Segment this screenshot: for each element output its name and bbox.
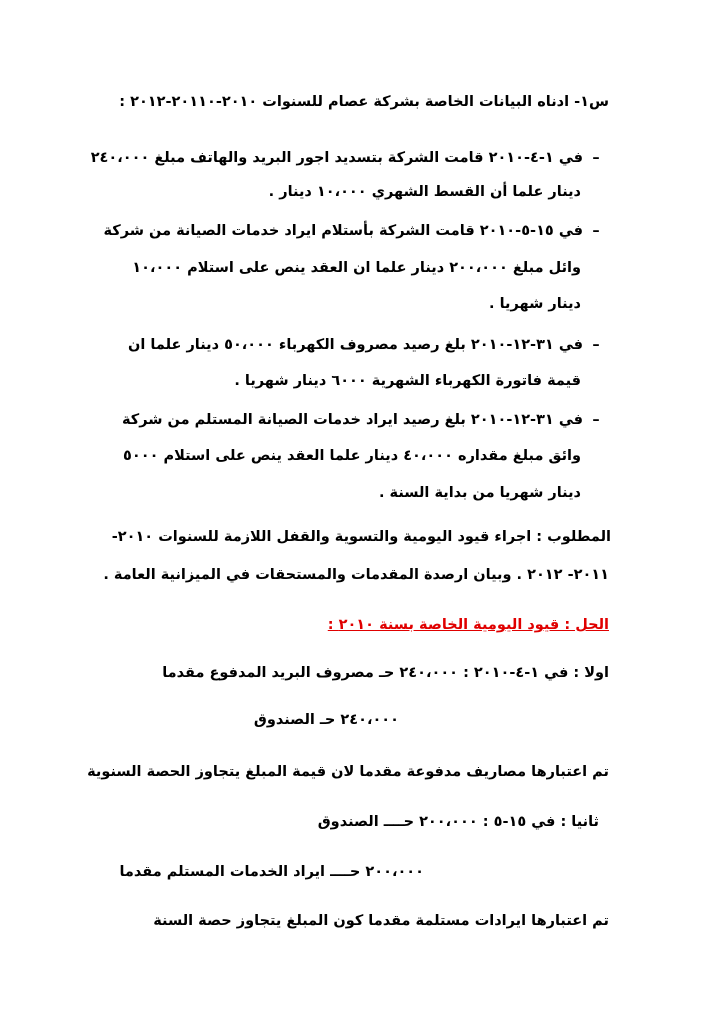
journal-note: تم اعتبارها مصاريف مدفوعة مقدما لان قيمة المبلغ يتجاوز الحصة السنوية [87, 764, 609, 780]
solution-title: الحل : قيود اليومية الخاصة بسنة ٢٠١٠ : [327, 617, 609, 633]
list-item [91, 148, 609, 168]
journal-note: تم اعتبارها ايرادات مستلمة مقدما كون المبلغ يتجاوز حصة السنة [153, 913, 609, 929]
journal-entry-debit: ثانيا : في ١٥-٥ : ٢٠٠،٠٠٠ حــــ الصندوق [317, 814, 599, 830]
item-line: وائل مبلغ ٢٠٠،٠٠٠ دينار علما ان العقد ينص على استلام ١٠،٠٠٠ [132, 260, 581, 276]
item-line: وائق مبلغ مقداره ٤٠،٠٠٠ دينار علما العقد ينص على استلام ٥٠٠٠ [123, 448, 581, 464]
required-line: ٢٠١١- ٢٠١٢ . وبيان ارصدة المقدمات والمستحقات في الميزانية العامة . [103, 567, 609, 583]
bullet-dash: – [592, 412, 600, 428]
item-line: في ١-٤-٢٠١٠ قامت الشركة بتسديد اجور البريد والهاتف مبلغ ٢٤٠،٠٠٠ [90, 150, 583, 166]
journal-entry-credit: ٢٤٠،٠٠٠ حـ الصندوق [253, 712, 399, 728]
question-header: س١- ادناه البيانات الخاصة بشركة عصام للسنوات ٢٠١٠-٢٠١١٠-٢٠١٢ : [119, 94, 609, 110]
journal-entry-debit: اولا : في ١-٤-٢٠١٠ : ٢٤٠،٠٠٠ حـ مصروف البريد المدفوع مقدما [162, 665, 609, 681]
list-item [122, 410, 609, 430]
bullet-dash: – [592, 223, 600, 239]
item-line: في ١٥-٥-٢٠١٠ قامت الشركة بأستلام ايراد خدمات الصيانة من شركة [103, 223, 583, 239]
bullet-dash: – [592, 337, 600, 353]
bullet-dash: – [592, 150, 600, 166]
item-line: دينار شهريا من بداية السنة . [378, 485, 581, 501]
list-item [103, 221, 609, 241]
item-line: دينار شهريا . [489, 296, 581, 312]
journal-entry-credit: ٢٠٠،٠٠٠ حــــ ايراد الخدمات المستلم مقدما [119, 864, 424, 880]
item-line: قيمة فاتورة الكهرباء الشهرية ٦٠٠٠ دينار شهريا . [234, 373, 581, 389]
item-line: في ٣١-١٢-٢٠١٠ بلغ رصيد ايراد خدمات الصيانة المستلم من شركة [122, 412, 583, 428]
required-line: المطلوب : اجراء قيود اليومية والتسوية والقفل اللازمة للسنوات ٢٠١٠- [111, 529, 611, 545]
item-line: في ٣١-١٢-٢٠١٠ بلغ رصيد مصروف الكهرباء ٥٠،٠٠٠ دينار علما ان [128, 337, 583, 353]
item-line: دينار علما أن القسط الشهري ١٠،٠٠٠ دينار . [268, 184, 581, 200]
list-item [128, 335, 609, 355]
